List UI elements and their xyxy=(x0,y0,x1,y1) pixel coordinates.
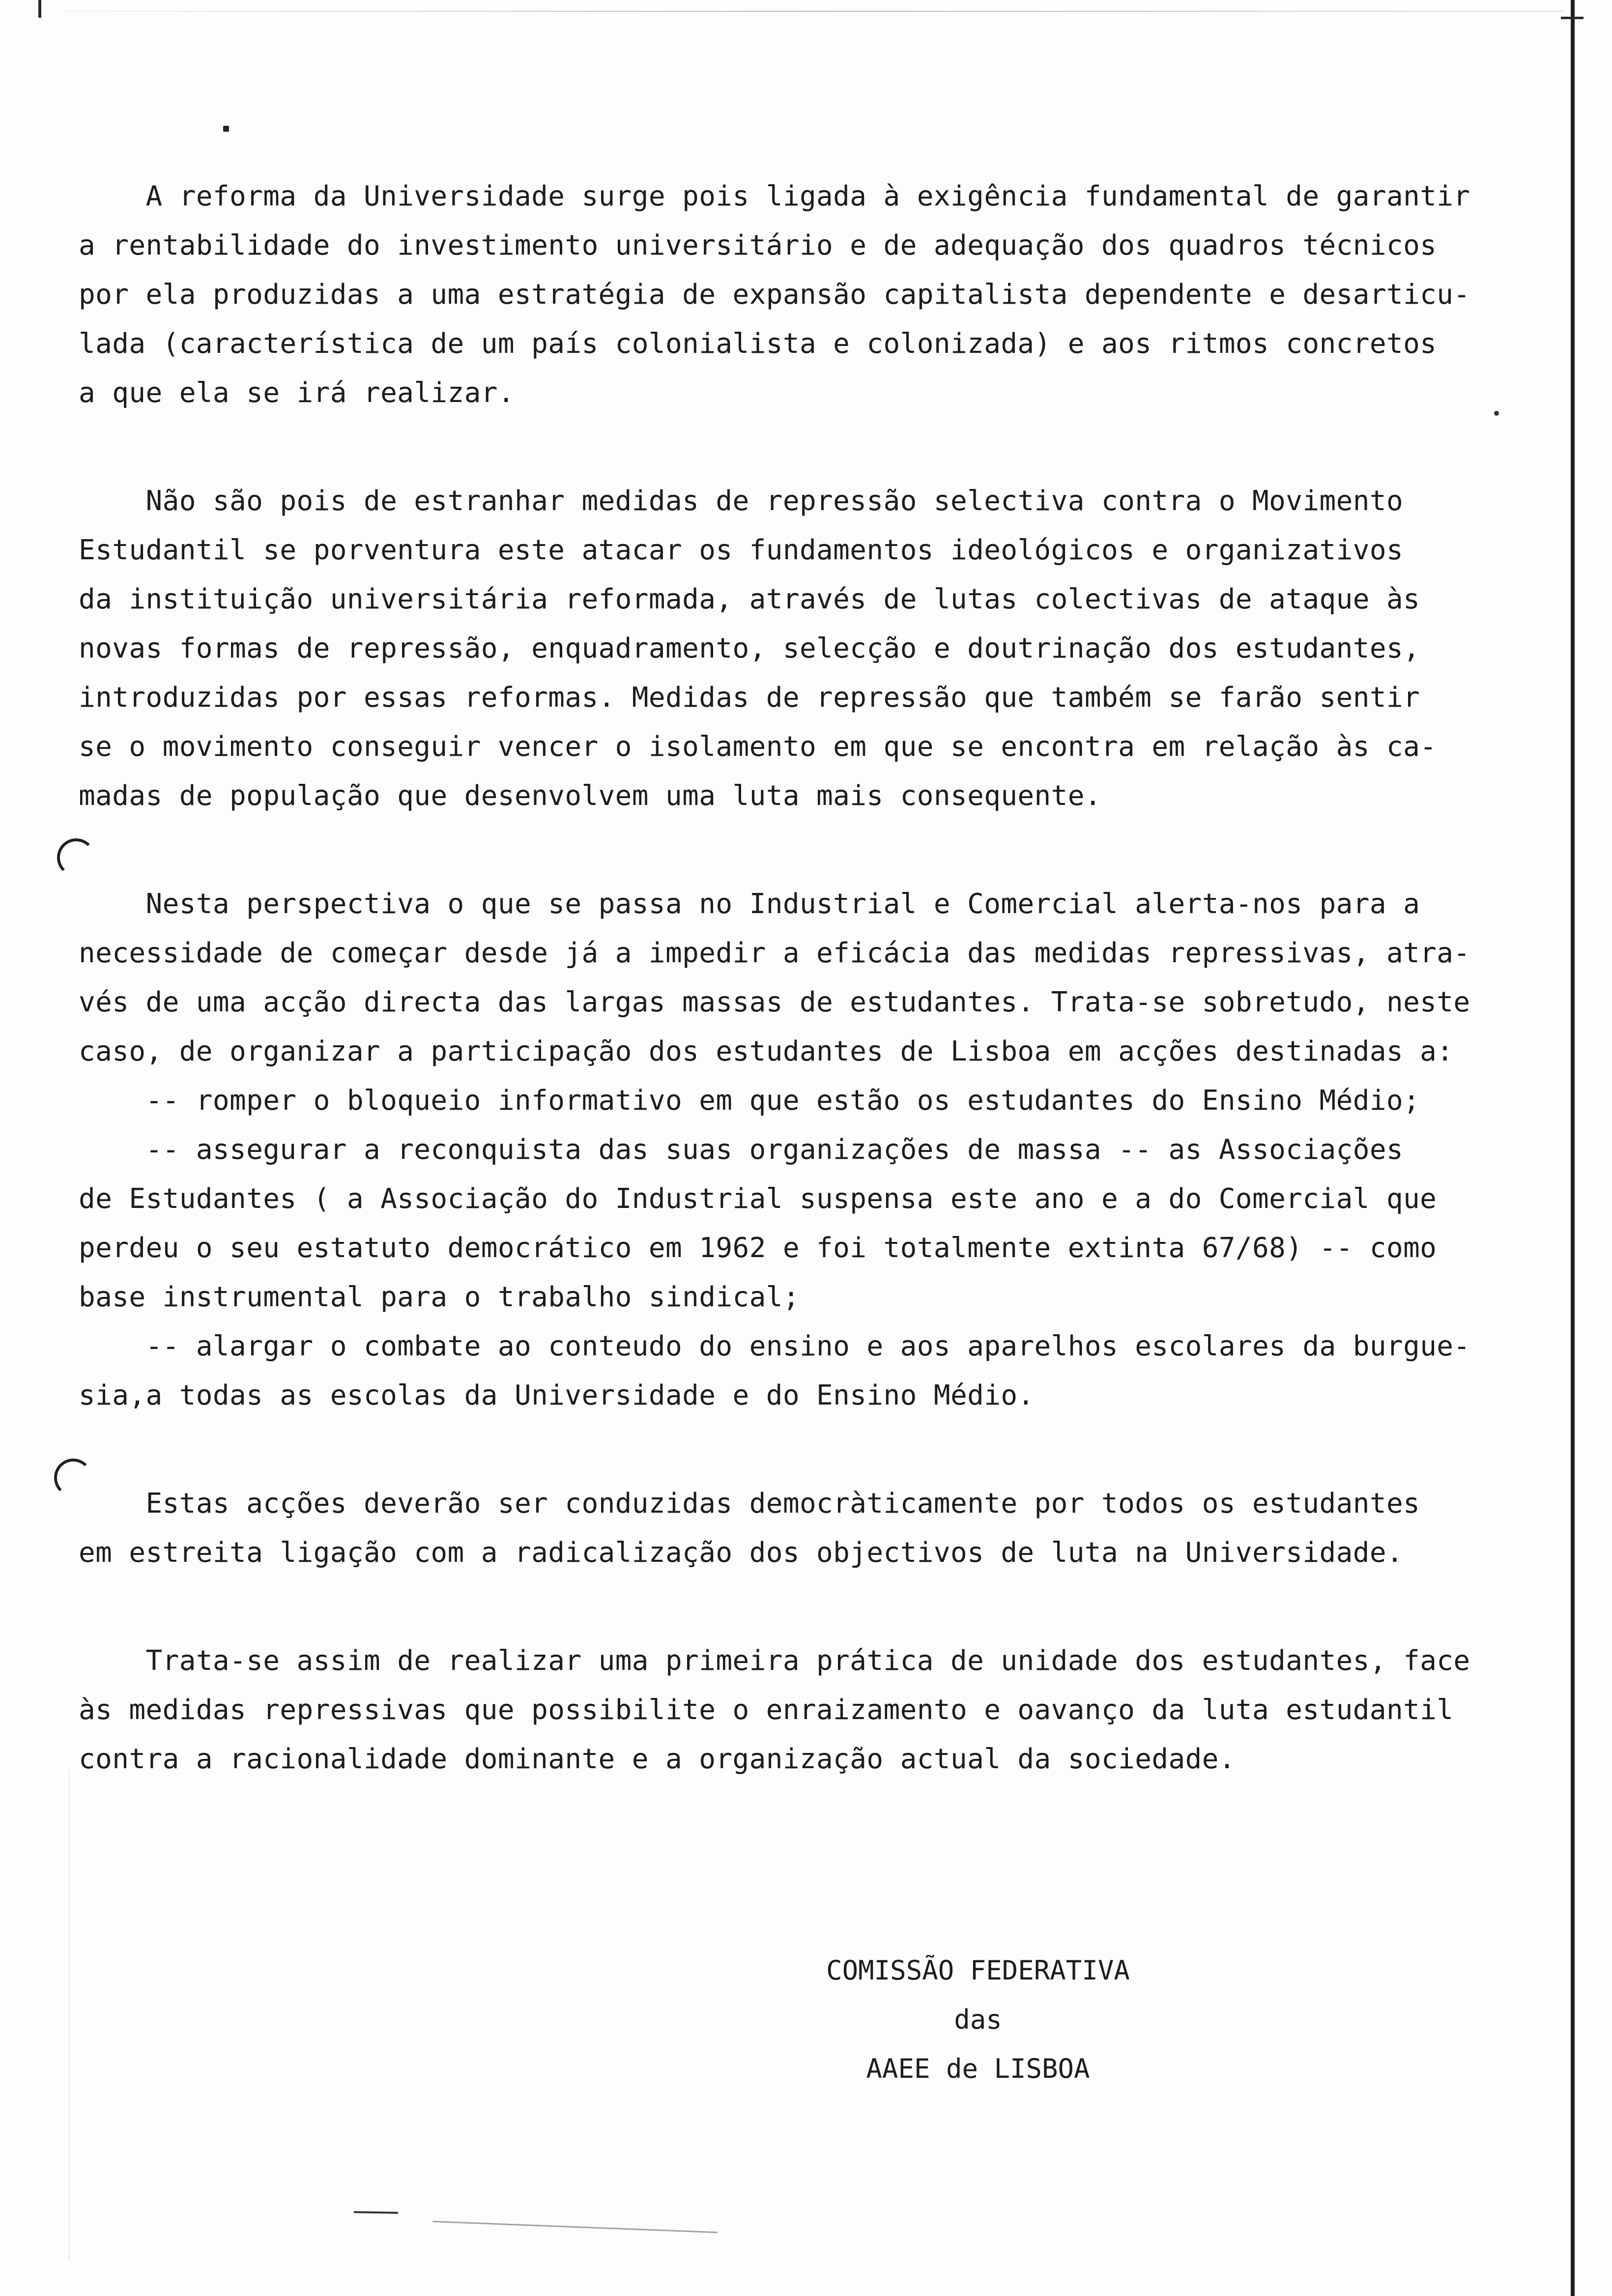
paragraph-perspectiva: Nesta perspectiva o que se passa no Industrial e Comercial alerta-nos para a necessidade de começar desde já a impedir a eficácia das medidas repressivas, atra- vés de uma acção directa das largas massas de estudantes. Trata-se sobretudo, neste caso, de organizar a participação dos estudantes de Lisboa em acções destinadas a: -- romper o bloqueio informativo em que estão os estudantes do Ensino Médio; -- assegurar a reconquista das suas organizações de massa -- as Associações de Estudantes ( a Associação do Industrial suspensa este ano e a do Comercial que perdeu o seu estatuto democrático em 1962 e foi totalmente extinta 67/68) -- como base instrumental para o trabalho sindical; -- alargar o combate ao conteudo do ensino e aos aparelhos escolares da burgue- sia,a todas as escolas da Universidade e do Ensino Médio. xyxy=(79,888,1470,1411)
scan-faint-left-line xyxy=(69,1769,70,2261)
signature-line-2: das xyxy=(954,2004,1002,2035)
scan-bottom-streak xyxy=(432,2221,718,2233)
scan-bottom-dash xyxy=(354,2211,398,2214)
signature-block xyxy=(737,1946,1219,2094)
paragraph-unidade: Trata-se assim de realizar uma primeira prática de unidade dos estudantes, face às medidas repressivas que possibilite o enraizamento e oavanço da luta estudantil contra a racionalidade dominante e a organização actual da sociedade. xyxy=(79,1645,1470,1775)
paragraph-repressao: Não são pois de estranhar medidas de repressão selectiva contra o Movimento Estudantil se porventura este atacar os fundamentos ideológicos e organizativos da instituição universitária reformada, através de lutas colectivas de ataque às novas formas de repressão, enquadramento, selecção e doutrinação dos estudantes, introduzidas por essas reformas. Medidas de repressão que também se farão sentir se o movimento conseguir vencer o isolamento em que se encontra em relação às ca- madas de população que desenvolvem uma luta mais consequente. xyxy=(79,485,1437,812)
signature-line-1: COMISSÃO FEDERATIVA xyxy=(826,1955,1130,1986)
body-text xyxy=(79,172,1563,1843)
scan-top-rule xyxy=(64,11,1563,12)
scan-left-edge-mark xyxy=(38,0,41,18)
scan-right-edge-line xyxy=(1571,0,1575,2296)
paragraph-reforma: A reforma da Universidade surge pois ligada à exigência fundamental de garantir a rentabilidade do investimento universitário e de adequação dos quadros técnicos por ela produzidas a uma estratégia de expansão capitalista dependente e desarticu- lada (característica de um país colonialista e colonizada) e aos ritmos concretos a que ela se irá realizar. xyxy=(79,180,1470,409)
ink-dot-mark xyxy=(223,126,229,132)
scan-right-edge-tick xyxy=(1561,17,1583,19)
paragraph-accoes: Estas acções deverão ser conduzidas democràticamente por todos os estudantes em estreita ligação com a radicalização dos objectivos de luta na Universidade. xyxy=(79,1488,1420,1569)
signature-line-3: AAEE de LISBOA xyxy=(866,2053,1090,2084)
